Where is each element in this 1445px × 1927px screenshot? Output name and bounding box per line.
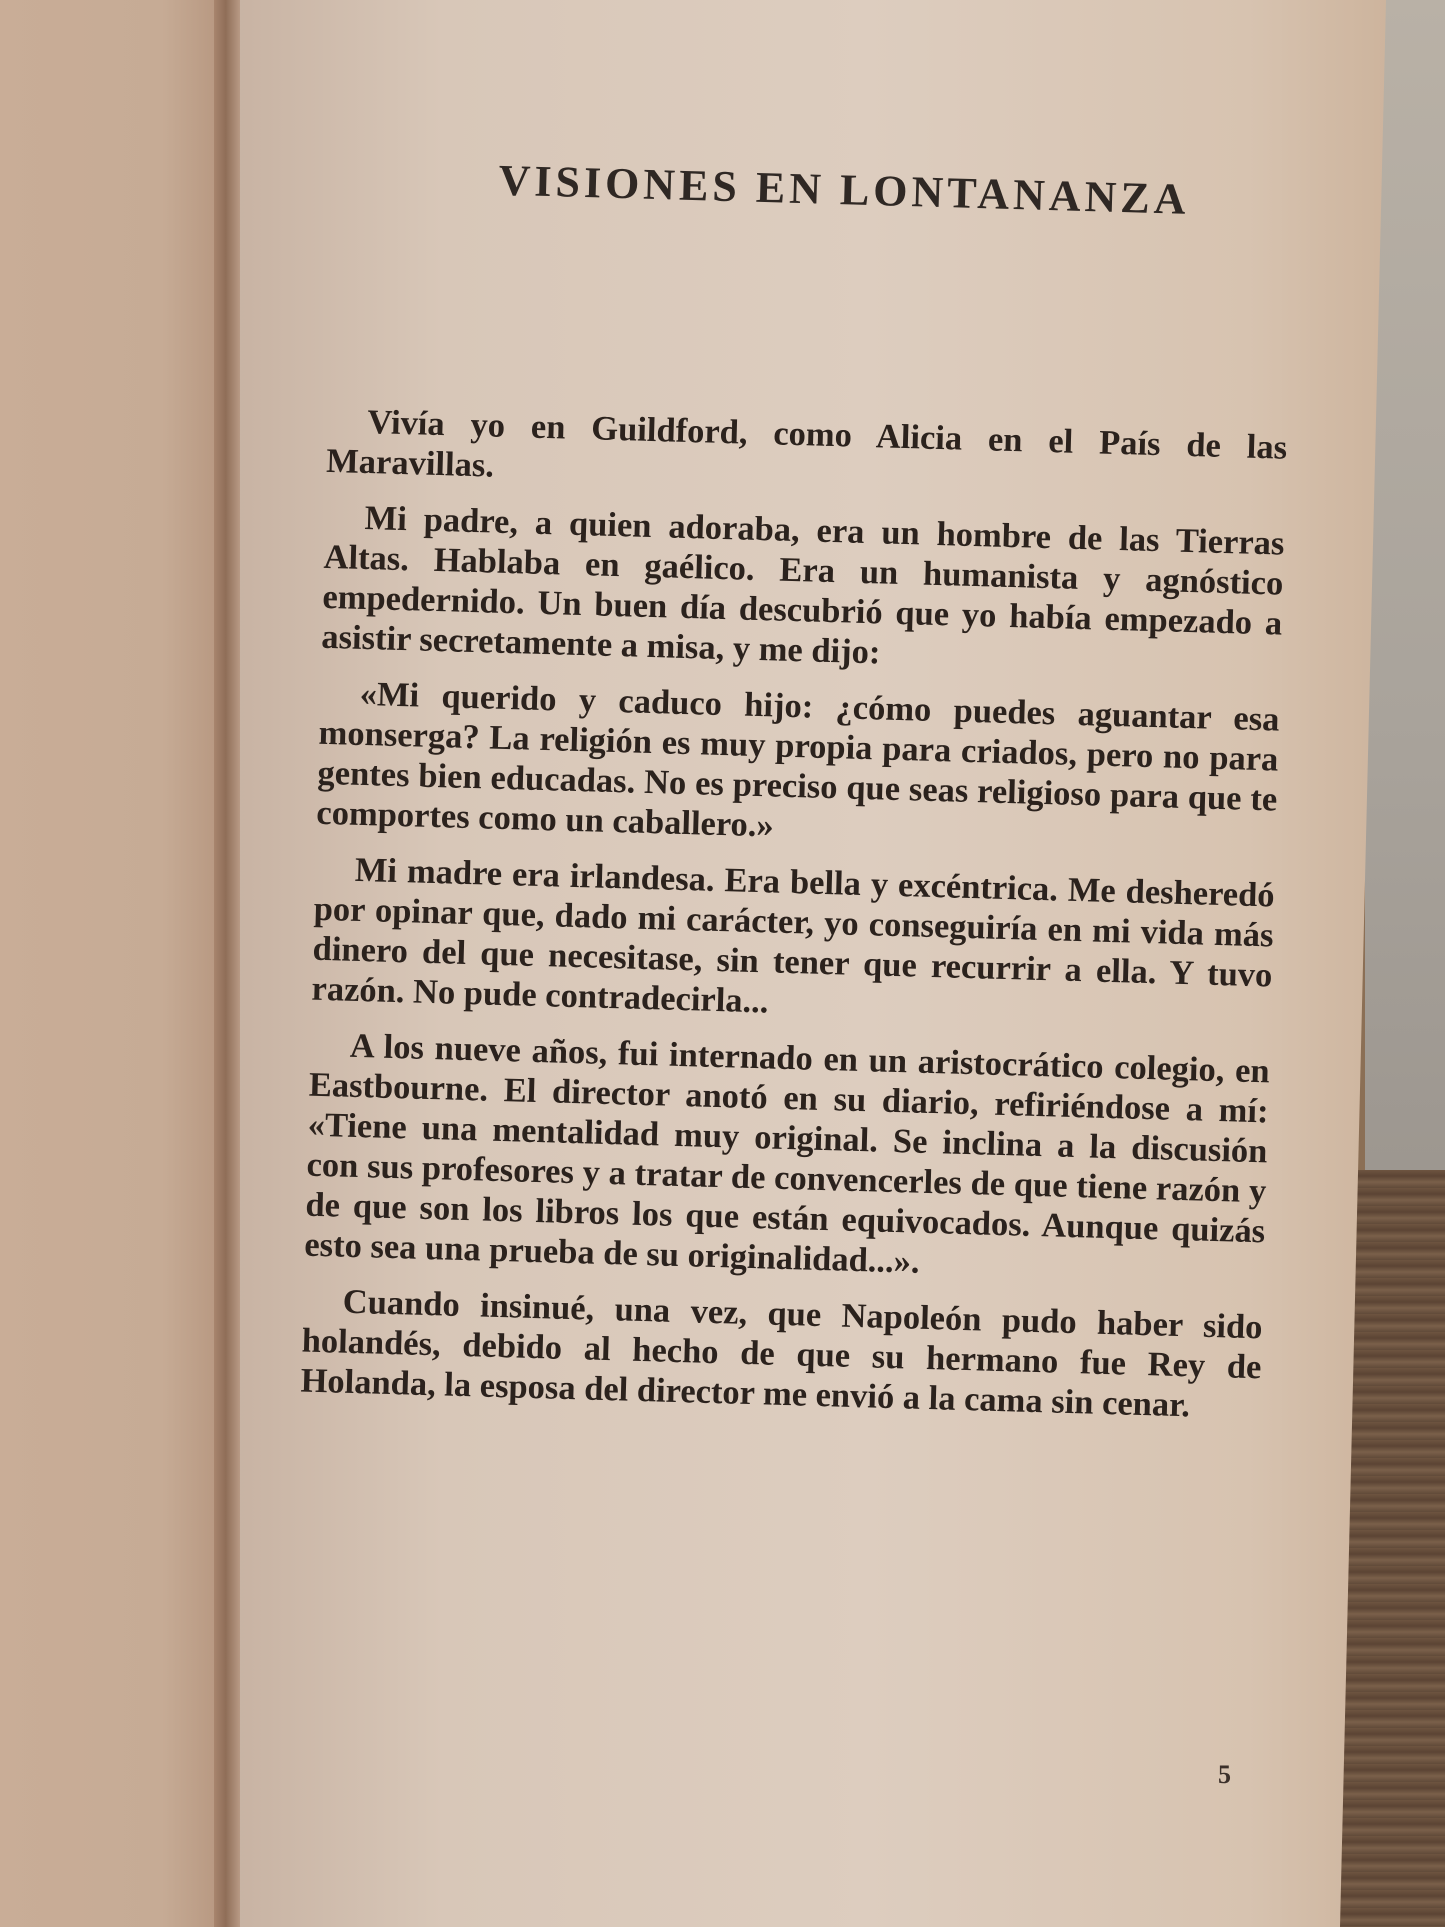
left-facing-page [0, 0, 232, 1927]
page-number: 5 [1218, 1760, 1231, 1789]
paragraph-1: Vivía yo en Guildford, como Alicia en el País de las Maravillas. [325, 403, 1288, 485]
paragraph-3-quote: «Mi querido y caduco hijo: ¿cómo puedes aguantar esa monserga? La religión es muy propia para criados, pero no para gentes bien educadas. No es preciso que seas religioso para que te comportes como un caballero.» [315, 674, 1280, 845]
book-gutter [214, 0, 240, 1927]
page-text-block [300, 150, 1295, 1443]
paragraph-4: Mi madre era irlandesa. Era bella y excéntrica. Me desheredó por opinar que, dado mi carácter, yo conseguiría en mi vida más dinero del que necesitase, sin tener que recurrir a ella. Y tuvo razón. No pude contradecirla... [311, 850, 1276, 1021]
paragraph-2: Mi padre, a quien adoraba, era un hombre de las Tierras Altas. Hablaba en gaélico. Era un humanista y agnóstico empedernido. Un buen día descubrió que yo había empezado a asistir secretamente a misa, y me dijo: [320, 498, 1285, 672]
paragraph-5: A los nueve años, fui internado en un aristocrático colegio, en Eastbourne. El director anotó en su diario, refiriéndose a mí: «Tiene una mentalidad muy original. Se inclina a la discusión con sus profesores y a tratar de convencerles de que tiene razón y de que son los libros los que están equivocados. Aunque quizás esto sea una prueba de su originalidad...». [303, 1026, 1271, 1281]
chapter-title: VISIONES EN LONTANANZA [497, 155, 1191, 224]
paragraph-6: Cuando insinué, una vez, que Napoleón pudo haber sido holandés, debido al hecho de que su hermano fue Rey de Holanda, la esposa del director me envió a la cama sin cenar. [300, 1282, 1264, 1425]
